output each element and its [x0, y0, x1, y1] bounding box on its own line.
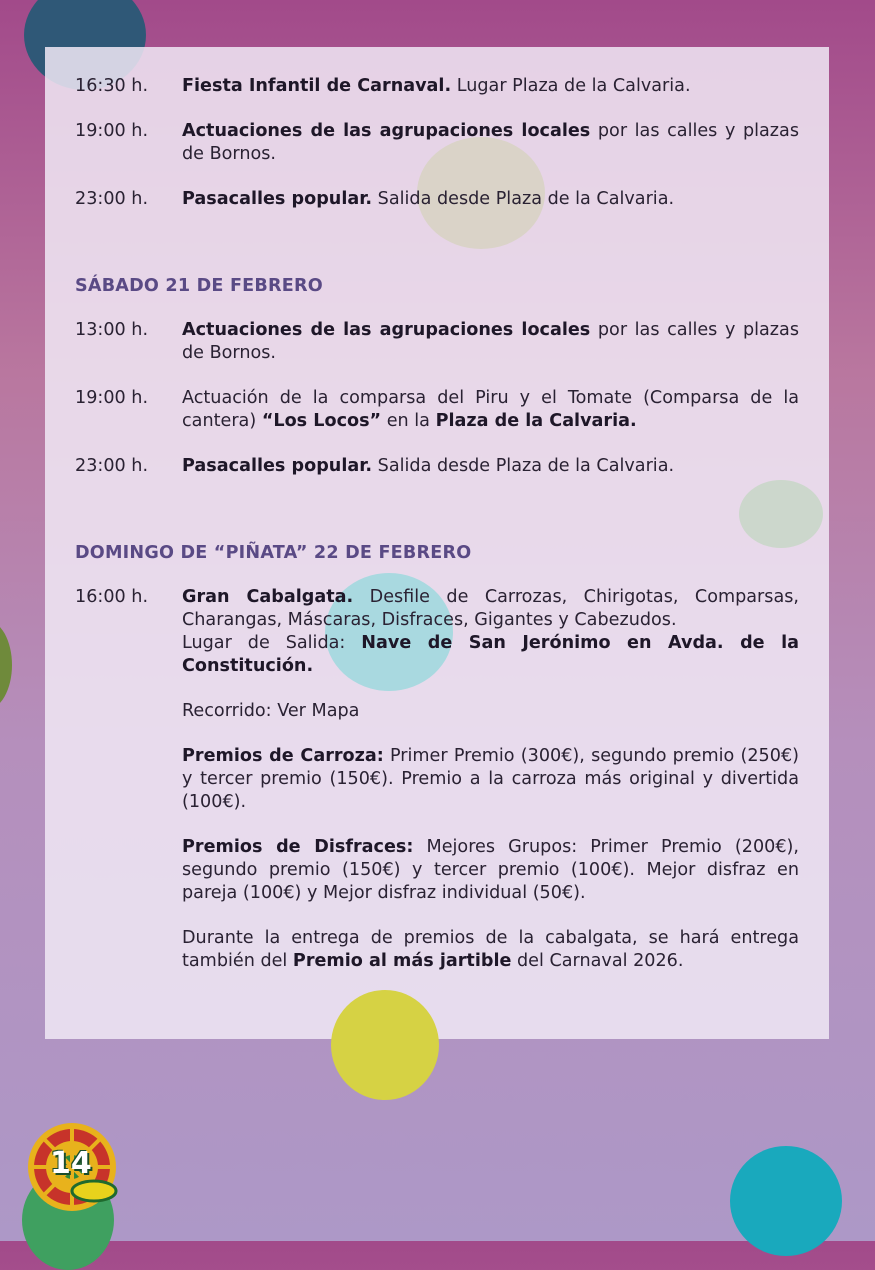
event-title: Fiesta Infantil de Carnaval. [182, 76, 452, 96]
costume-prizes-title: Premios de Disfraces: [182, 837, 414, 857]
event-time: 19:00 h. [75, 121, 149, 141]
event-time: 19:00 h. [75, 388, 149, 408]
event-location: Plaza de la Calvaria. [435, 411, 637, 431]
special-prize-name: Premio al más jartible [292, 951, 512, 971]
event-detail: por las calles y plazas de Bornos. [182, 320, 799, 363]
event-time: 13:00 h. [75, 320, 149, 340]
event-row [75, 387, 799, 433]
special-prize [182, 927, 799, 973]
float-prizes-title: Premios de Carroza: [182, 746, 384, 766]
event-row [75, 455, 799, 478]
event-detail: por las calles y plazas de Bornos. [182, 121, 799, 164]
event-time: 23:00 h. [75, 456, 149, 476]
departure-location: Nave de San Jerónimo en Avda. de la Constitución. [182, 633, 799, 676]
event-time: 16:30 h. [75, 76, 149, 96]
decor-blob-olive [0, 620, 12, 710]
special-prize-intro: Durante la entrega de premios de la cabalgata, se hará entrega también del [182, 928, 799, 971]
event-time: 23:00 h. [75, 189, 149, 209]
event-row [75, 120, 799, 166]
event-detail: Actuación de la comparsa del Piru y el Tomate (Comparsa de la cantera) [182, 388, 799, 431]
event-detail: Lugar Plaza de la Calvaria. [451, 76, 691, 96]
event-title: Actuaciones de las agrupaciones locales [182, 320, 591, 340]
event-detail: Desfile de Carrozas, Chirigotas, Comparsas, Charangas, Máscaras, Disfraces, Gigantes y Cabezudos. [182, 587, 799, 630]
decor-blob-teal [730, 1146, 842, 1256]
event-time: 16:00 h. [75, 587, 149, 607]
day-heading-saturday: SÁBADO 21 DE FEBRERO [75, 276, 323, 296]
special-prize-outro: del Carnaval 2026. [511, 951, 684, 971]
cabalgata-description [182, 586, 799, 678]
event-row [75, 75, 799, 98]
event-group-name: “Los Locos” [261, 411, 382, 431]
costume-prizes [182, 836, 799, 905]
float-prizes-detail: Primer Premio (300€), segundo premio (250€) y tercer premio (150€). Premio a la carroza más original y divertida (100€). [182, 746, 799, 812]
event-title: Pasacalles popular. [182, 456, 373, 476]
event-title: Pasacalles popular. [182, 189, 373, 209]
event-title: Actuaciones de las agrupaciones locales [182, 121, 591, 141]
decor-blob-yellow [331, 990, 439, 1100]
event-row [75, 188, 799, 211]
event-detail: Salida desde Plaza de la Calvaria. [372, 456, 675, 476]
page-number: 14 [50, 1146, 92, 1181]
event-detail: Salida desde Plaza de la Calvaria. [372, 189, 675, 209]
route-text: Recorrido: Ver Mapa [182, 701, 360, 721]
event-detail: en la [381, 411, 436, 431]
costume-prizes-detail: Mejores Grupos: Primer Premio (200€), segundo premio (150€) y tercer premio (100€). Mejor disfraz en pareja (100€) y Mejor disfraz individual (50€). [182, 837, 799, 903]
event-row [75, 319, 799, 365]
event-title: Gran Cabalgata. [182, 587, 354, 607]
schedule-content [75, 75, 799, 973]
departure-label: Lugar de Salida: [182, 633, 362, 653]
event-row-cabalgata [75, 586, 799, 973]
day-heading-sunday: DOMINGO DE “PIÑATA” 22 DE FEBRERO [75, 543, 472, 563]
schedule-panel [45, 47, 829, 1039]
float-prizes [182, 745, 799, 814]
